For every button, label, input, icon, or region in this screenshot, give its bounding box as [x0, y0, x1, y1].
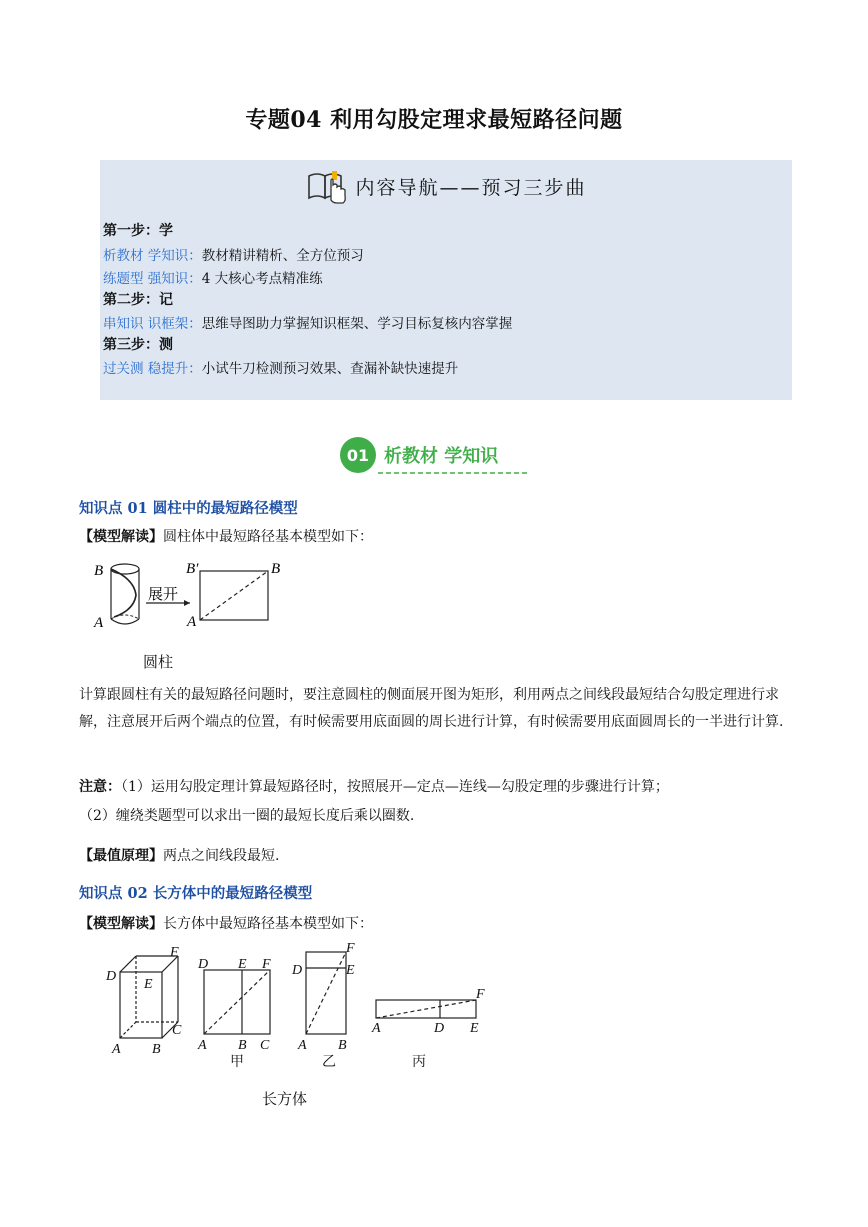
nav-header-text: 内容导航——预习三步曲: [355, 176, 587, 199]
jia-label-B: B: [238, 1038, 247, 1053]
section-badge-graphic: [338, 435, 530, 477]
yi-label-B: B: [338, 1038, 347, 1053]
caption-yi: 乙: [322, 1054, 336, 1070]
bing-label-F: F: [476, 987, 485, 1002]
cuboid-caption: 长方体: [262, 1090, 308, 1108]
nav-line-2: [103, 267, 323, 287]
rect-label-Bprime: B′: [186, 561, 199, 577]
kp2-model-tag: 【模型解读】: [79, 916, 163, 932]
jia-label-D: D: [198, 957, 209, 972]
unfold-label: 展开: [148, 585, 179, 603]
nav-line-1-text: 教材精讲精析、全方位预习: [201, 248, 364, 264]
jia-label-E: E: [238, 957, 247, 972]
caption-bing: 丙: [412, 1054, 426, 1070]
kp2-model-line: [79, 913, 373, 933]
step-1: 第一步：学: [103, 223, 173, 239]
rect-label-A: A: [187, 614, 197, 630]
cyl-label-B: B: [94, 563, 104, 579]
cylinder-caption: 圆柱: [143, 653, 174, 671]
nav-line-1-label: 析教材 学知识：: [103, 248, 202, 264]
page-title: 专题04 利用勾股定理求最短路径问题: [245, 107, 623, 133]
kp1-model-text: 圆柱体中最短路径基本模型如下：: [163, 529, 373, 545]
nav-line-3: [103, 312, 512, 332]
nav-header: [100, 166, 792, 206]
yi-label-A: A: [298, 1038, 307, 1053]
nav-line-2-label: 练题型 强知识：: [103, 271, 202, 287]
bing-label-E: E: [470, 1021, 479, 1036]
yi-label-E: E: [346, 963, 355, 978]
cuboid-label-A: A: [112, 1042, 121, 1057]
cuboid-figures: [100, 938, 510, 1073]
nav-line-1: [103, 244, 364, 264]
yi-label-D: D: [292, 963, 303, 978]
kp1-note-2: （2）缠绕类题型可以求出一圈的最短长度后乘以圈数.: [79, 808, 415, 824]
nav-line-4-text: 小试牛刀检测预习效果、查漏补缺快速提升: [201, 361, 459, 377]
knowledge-point-2-title: 知识点 02 长方体中的最短路径模型: [79, 885, 313, 902]
cuboid-label-D: D: [106, 969, 117, 984]
bing-label-D: D: [434, 1021, 445, 1036]
rect-label-B: B: [271, 561, 281, 577]
nav-line-4-label: 过关测 稳提升：: [103, 361, 202, 377]
kp1-note-1: [79, 776, 669, 796]
content-navigation-box: [100, 160, 792, 400]
jia-label-F: F: [262, 957, 271, 972]
cuboid-label-F: F: [170, 945, 179, 960]
kp1-note-1-text: （1）运用勾股定理计算最短路径时，按照展开—定点—连线—勾股定理的步骤进行计算；: [121, 779, 669, 795]
nav-line-3-text: 思维导图助力掌握知识框架、学习目标复核内容掌握: [201, 316, 513, 332]
kp1-model-line: [79, 526, 373, 546]
kp1-note-tag: 注意：: [79, 779, 121, 795]
nav-line-3-label: 串知识 识框架：: [103, 316, 202, 332]
bing-label-A: A: [372, 1021, 381, 1036]
step-2: 第二步：记: [103, 292, 173, 308]
yi-label-F: F: [346, 941, 355, 956]
nav-line-2-text: 4 大核心考点精准练: [201, 271, 323, 287]
nav-line-4: [103, 357, 458, 377]
section-number: 01: [346, 446, 370, 465]
jia-label-A: A: [198, 1038, 207, 1053]
kp1-principle-text: 两点之间线段最短.: [163, 848, 280, 864]
cyl-label-A: A: [94, 615, 104, 631]
kp1-principle-tag: 【最值原理】: [79, 848, 163, 864]
step-3: 第三步：测: [103, 337, 173, 353]
kp2-model-text: 长方体中最短路径基本模型如下：: [163, 916, 373, 932]
section-badge: [338, 435, 530, 477]
book-pointer-icon: [305, 168, 349, 204]
section-label: 析教材 学知识: [384, 446, 499, 467]
kp1-model-tag: 【模型解读】: [79, 529, 163, 545]
kp1-paragraph: 计算跟圆柱有关的最短路径问题时，要注意圆柱的侧面展开图为矩形，利用两点之间线段最短结合勾股定理进行求解，注意展开后两个端点的位置，有时候需要用底面圆的周长进行计算，有时候需要用底面圆周长的一半进行计算.: [79, 687, 784, 730]
cylinder-unfold-figure: [90, 555, 290, 635]
cuboid-label-E: E: [144, 977, 153, 992]
caption-jia: 甲: [230, 1054, 244, 1070]
jia-label-C: C: [260, 1038, 270, 1053]
knowledge-point-1-title: 知识点 01 圆柱中的最短路径模型: [79, 500, 298, 517]
kp1-principle: [79, 845, 279, 865]
cuboid-label-B: B: [152, 1042, 161, 1057]
cuboid-label-C: C: [172, 1023, 182, 1038]
